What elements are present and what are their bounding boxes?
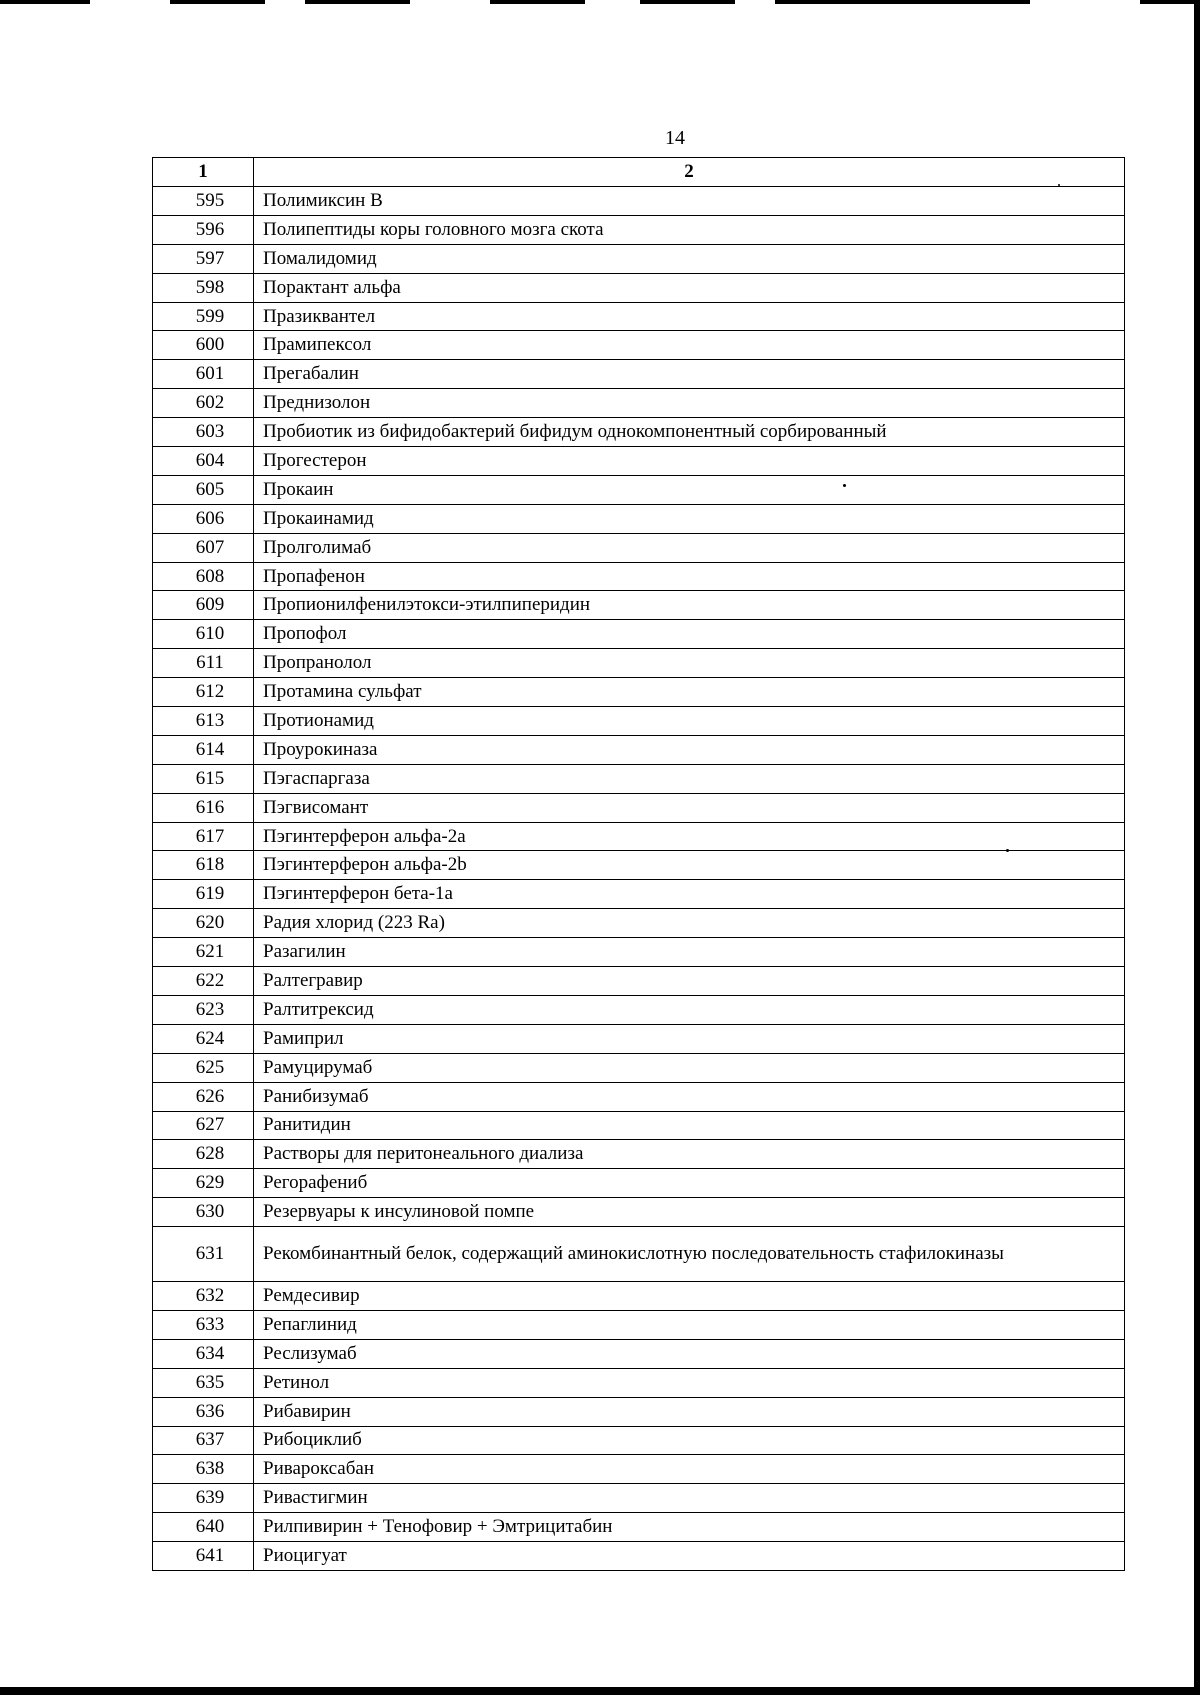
table-body bbox=[153, 187, 1125, 1571]
table-row bbox=[153, 244, 1125, 273]
table-row bbox=[153, 1368, 1125, 1397]
drug-name: Растворы для перитонеального диализа bbox=[254, 1140, 1125, 1169]
row-number: 630 bbox=[153, 1198, 254, 1227]
drug-name: Разагилин bbox=[254, 938, 1125, 967]
scan-top-gap bbox=[585, 0, 640, 4]
drug-name: Рамуцирумаб bbox=[254, 1053, 1125, 1082]
table-row bbox=[153, 909, 1125, 938]
table-row bbox=[153, 360, 1125, 389]
table-row bbox=[153, 1484, 1125, 1513]
drug-name: Пэгинтерферон альфа-2а bbox=[254, 822, 1125, 851]
table-row bbox=[153, 764, 1125, 793]
table-row bbox=[153, 851, 1125, 880]
drug-name: Ранибизумаб bbox=[254, 1082, 1125, 1111]
table-row bbox=[153, 1282, 1125, 1311]
scan-top-gap bbox=[410, 0, 490, 4]
drug-name: Рекомбинантный белок, содержащий аминокислотную последовательность стафилокиназы bbox=[254, 1227, 1125, 1282]
drug-name: Прогестерон bbox=[254, 447, 1125, 476]
table-row bbox=[153, 504, 1125, 533]
row-number: 635 bbox=[153, 1368, 254, 1397]
drug-name: Пропофол bbox=[254, 620, 1125, 649]
row-number: 609 bbox=[153, 591, 254, 620]
table-row bbox=[153, 620, 1125, 649]
drug-name: Пропранолол bbox=[254, 649, 1125, 678]
drug-name: Рамиприл bbox=[254, 1024, 1125, 1053]
scan-speck bbox=[1006, 849, 1009, 852]
drug-name: Проурокиназа bbox=[254, 735, 1125, 764]
table-row bbox=[153, 1542, 1125, 1571]
drug-name: Резервуары к инсулиновой помпе bbox=[254, 1198, 1125, 1227]
table-row bbox=[153, 822, 1125, 851]
row-number: 607 bbox=[153, 533, 254, 562]
row-number: 632 bbox=[153, 1282, 254, 1311]
drug-name: Рибоциклиб bbox=[254, 1426, 1125, 1455]
page-number: 14 bbox=[665, 127, 685, 149]
row-number: 613 bbox=[153, 707, 254, 736]
row-number: 611 bbox=[153, 649, 254, 678]
table-row bbox=[153, 418, 1125, 447]
row-number: 608 bbox=[153, 562, 254, 591]
drug-name: Ремдесивир bbox=[254, 1282, 1125, 1311]
drug-name: Прегабалин bbox=[254, 360, 1125, 389]
drug-name: Пэгинтерферон бета-1а bbox=[254, 880, 1125, 909]
row-number: 604 bbox=[153, 447, 254, 476]
table-row bbox=[153, 331, 1125, 360]
drug-name: Протионамид bbox=[254, 707, 1125, 736]
drug-name: Помалидомид bbox=[254, 244, 1125, 273]
table-row bbox=[153, 1455, 1125, 1484]
drug-name: Рилпивирин + Тенофовир + Эмтрицитабин bbox=[254, 1513, 1125, 1542]
table-row bbox=[153, 533, 1125, 562]
column-header-number: 1 bbox=[153, 158, 254, 187]
row-number: 631 bbox=[153, 1227, 254, 1282]
table-row bbox=[153, 1227, 1125, 1282]
table-row bbox=[153, 1024, 1125, 1053]
scan-top-gap bbox=[1030, 0, 1140, 4]
row-number: 610 bbox=[153, 620, 254, 649]
drug-name: Пропафенон bbox=[254, 562, 1125, 591]
table-row bbox=[153, 389, 1125, 418]
drug-name: Регорафениб bbox=[254, 1169, 1125, 1198]
table-row bbox=[153, 273, 1125, 302]
row-number: 629 bbox=[153, 1169, 254, 1198]
row-number: 600 bbox=[153, 331, 254, 360]
drug-name: Прамипексол bbox=[254, 331, 1125, 360]
drug-list-table bbox=[152, 157, 1125, 1571]
drug-name: Ралтегравир bbox=[254, 967, 1125, 996]
drug-name: Ретинол bbox=[254, 1368, 1125, 1397]
row-number: 599 bbox=[153, 302, 254, 331]
row-number: 618 bbox=[153, 851, 254, 880]
table-row bbox=[153, 735, 1125, 764]
row-number: 622 bbox=[153, 967, 254, 996]
table-row bbox=[153, 187, 1125, 216]
table-row bbox=[153, 302, 1125, 331]
row-number: 601 bbox=[153, 360, 254, 389]
drug-name: Пропионилфенилэтокси-этилпиперидин bbox=[254, 591, 1125, 620]
table-row bbox=[153, 475, 1125, 504]
table-row bbox=[153, 215, 1125, 244]
drug-name: Рибавирин bbox=[254, 1397, 1125, 1426]
drug-name: Ранитидин bbox=[254, 1111, 1125, 1140]
drug-name: Ривастигмин bbox=[254, 1484, 1125, 1513]
table-row bbox=[153, 1169, 1125, 1198]
table-row bbox=[153, 447, 1125, 476]
row-number: 602 bbox=[153, 389, 254, 418]
drug-name: Полимиксин В bbox=[254, 187, 1125, 216]
row-number: 636 bbox=[153, 1397, 254, 1426]
row-number: 620 bbox=[153, 909, 254, 938]
scan-top-gap bbox=[265, 0, 305, 4]
row-number: 617 bbox=[153, 822, 254, 851]
table-row bbox=[153, 1310, 1125, 1339]
drug-name: Репаглинид bbox=[254, 1310, 1125, 1339]
drug-name: Празиквантел bbox=[254, 302, 1125, 331]
table-row bbox=[153, 591, 1125, 620]
table-row bbox=[153, 938, 1125, 967]
row-number: 628 bbox=[153, 1140, 254, 1169]
drug-name: Прокаинамид bbox=[254, 504, 1125, 533]
row-number: 606 bbox=[153, 504, 254, 533]
scan-right-border bbox=[1194, 0, 1200, 1695]
row-number: 623 bbox=[153, 995, 254, 1024]
table-row bbox=[153, 1082, 1125, 1111]
row-number: 595 bbox=[153, 187, 254, 216]
table-row bbox=[153, 1513, 1125, 1542]
row-number: 614 bbox=[153, 735, 254, 764]
table-row bbox=[153, 1426, 1125, 1455]
table-row bbox=[153, 1198, 1125, 1227]
row-number: 597 bbox=[153, 244, 254, 273]
table-row bbox=[153, 678, 1125, 707]
drug-name: Пэгинтерферон альфа-2b bbox=[254, 851, 1125, 880]
row-number: 616 bbox=[153, 793, 254, 822]
drug-name: Радия хлорид (223 Ra) bbox=[254, 909, 1125, 938]
table-row bbox=[153, 562, 1125, 591]
drug-name: Протамина сульфат bbox=[254, 678, 1125, 707]
table-row bbox=[153, 1140, 1125, 1169]
drug-name: Риоцигуат bbox=[254, 1542, 1125, 1571]
scan-top-gap bbox=[90, 0, 170, 4]
table-row bbox=[153, 649, 1125, 678]
drug-name: Порактант альфа bbox=[254, 273, 1125, 302]
row-number: 619 bbox=[153, 880, 254, 909]
table-row bbox=[153, 1111, 1125, 1140]
row-number: 615 bbox=[153, 764, 254, 793]
table-row bbox=[153, 1053, 1125, 1082]
table-row bbox=[153, 880, 1125, 909]
row-number: 625 bbox=[153, 1053, 254, 1082]
row-number: 603 bbox=[153, 418, 254, 447]
drug-name: Ралтитрексид bbox=[254, 995, 1125, 1024]
table-row bbox=[153, 1339, 1125, 1368]
drug-name: Преднизолон bbox=[254, 389, 1125, 418]
drug-name: Ривароксабан bbox=[254, 1455, 1125, 1484]
row-number: 624 bbox=[153, 1024, 254, 1053]
row-number: 634 bbox=[153, 1339, 254, 1368]
table-row bbox=[153, 967, 1125, 996]
column-header-name: 2 bbox=[254, 158, 1125, 187]
table-row bbox=[153, 995, 1125, 1024]
drug-name: Реслизумаб bbox=[254, 1339, 1125, 1368]
row-number: 626 bbox=[153, 1082, 254, 1111]
drug-name: Пэгвисомант bbox=[254, 793, 1125, 822]
drug-name: Пробиотик из бифидобактерий бифидум однокомпонентный сорбированный bbox=[254, 418, 1125, 447]
row-number: 638 bbox=[153, 1455, 254, 1484]
row-number: 639 bbox=[153, 1484, 254, 1513]
row-number: 598 bbox=[153, 273, 254, 302]
row-number: 612 bbox=[153, 678, 254, 707]
row-number: 605 bbox=[153, 475, 254, 504]
row-number: 637 bbox=[153, 1426, 254, 1455]
row-number: 641 bbox=[153, 1542, 254, 1571]
row-number: 596 bbox=[153, 215, 254, 244]
table-header-row bbox=[153, 158, 1125, 187]
drug-name: Пролголимаб bbox=[254, 533, 1125, 562]
table-row bbox=[153, 707, 1125, 736]
row-number: 640 bbox=[153, 1513, 254, 1542]
table-row bbox=[153, 1397, 1125, 1426]
table-row bbox=[153, 793, 1125, 822]
scan-bottom-border bbox=[0, 1687, 1200, 1695]
drug-name: Прокаин bbox=[254, 475, 1125, 504]
scan-speck bbox=[843, 484, 846, 487]
drug-name: Пэгаспаргаза bbox=[254, 764, 1125, 793]
row-number: 627 bbox=[153, 1111, 254, 1140]
drug-name: Полипептиды коры головного мозга скота bbox=[254, 215, 1125, 244]
row-number: 621 bbox=[153, 938, 254, 967]
scan-top-gap bbox=[735, 0, 775, 4]
scan-speck bbox=[1058, 184, 1060, 186]
row-number: 633 bbox=[153, 1310, 254, 1339]
